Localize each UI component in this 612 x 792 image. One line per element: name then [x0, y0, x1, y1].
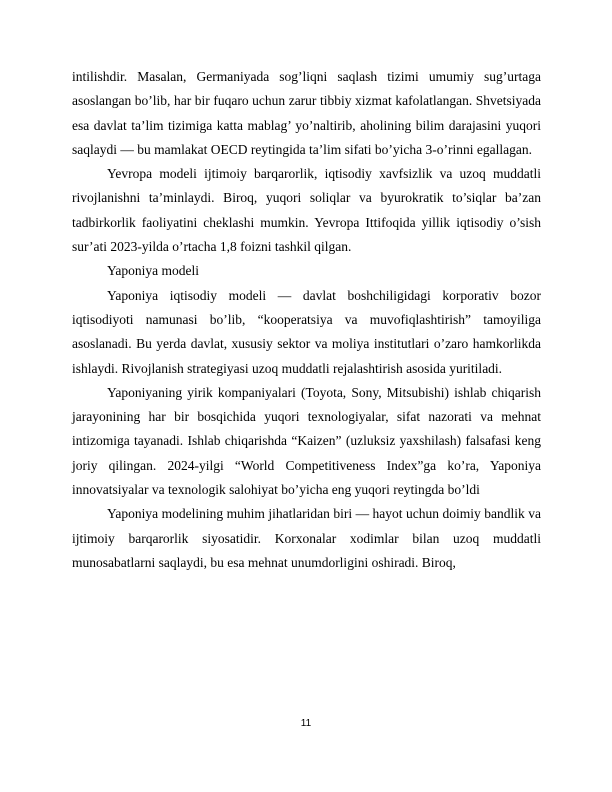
paragraph-japan-model-intro: Yaponiya iqtisodiy modeli — davlat boshchiligidagi korporativ bozor iqtisodiyoti namunasi bo’lib, “kooperatsiya va muvofiqlashtirish” tamoyiliga asoslanadi. Bu yerda davlat, xususiy sektor va moliya institutlari o’zaro hamkorlikda ishlaydi. Rivojlanish strategiyasi uzoq muddatli rejalashtirish asosida yuritiladi. [72, 287, 541, 376]
paragraph-japan-employment: Yaponiya modelining muhim jihatlaridan biri — hayot uchun doimiy bandlik va ijtimoiy barqarorlik siyosatidir. Korxonalar xodimlar bilan uzoq muddatli munosabatlarni saqlaydi, bu esa mehnat unumdorligini oshiradi. Biroq, [72, 506, 541, 570]
paragraph-japan-companies: Yaponiyaning yirik kompaniyalari (Toyota, Sony, Mitsubishi) ishlab chiqarish jarayonining har bir bosqichida yuqori texnologiyalar, sifat nazorati va mehnat intizomiga tayanadi. Ishlab chiqarishda “Kaizen” (uzluksiz yaxshilash) falsafasi keng joriy qilingan. 2024-yilgi “World Competitiveness Index”ga ko’ra, Yaponiya innovatsiyalar va texnologik salohiyat bo’yicha eng yuqori reytingda bo’ldi [72, 384, 541, 498]
paragraph-europe-model-summary: Yevropa modeli ijtimoiy barqarorlik, iqtisodiy xavfsizlik va uzoq muddatli rivojlanishni ta’minlaydi. Biroq, yuqori soliqlar va byurokratik to’siqlar ba’zan tadbirkorlik faoliyatini cheklashi mumkin. Yevropa Ittifoqida yillik iqtisodiy o’sish sur’ati 2023-yilda o’rtacha 1,8 foizni tashkil qilgan. [72, 166, 541, 255]
paragraph-continuation: intilishdir. Masalan, Germaniyada sog’liqni saqlash tizimi umumiy sug’urtaga asoslangan bo’lib, har bir fuqaro uchun zarur tibbiy xizmat kafolatlangan. Shvetsiyada esa davlat ta’lim tizimiga katta mablag’ yo’naltirib, aholining bilim darajasini yuqori saqlaydi — bu mamlakat OECD reytingida ta’lim sifati bo’yicha 3-o’rinni egallagan. [72, 69, 541, 157]
document-page [72, 65, 541, 575]
page-number: 11 [300, 718, 312, 729]
section-heading-japan-model: Yaponiya modeli [107, 263, 200, 279]
